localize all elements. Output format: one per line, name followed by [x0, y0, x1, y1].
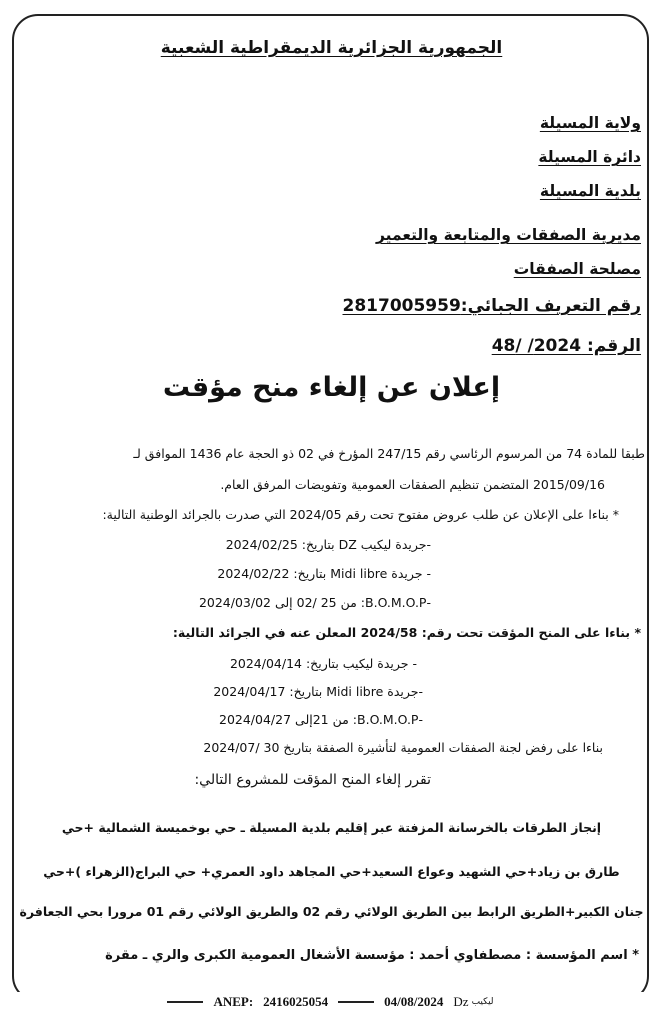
decision-line: تقرر إلغاء المنح المؤقت للمشروع التالي:	[194, 772, 431, 788]
notice-title: إعلان عن إلغاء منح مؤقت	[162, 372, 501, 403]
project-line-2: طارق بن زياد+حي الشهيد وعواع السعيد+حي المجاهد داود العمري+ حي البراج(الزهراء )+حي	[43, 864, 620, 879]
footer-bar	[12, 992, 649, 1012]
commune-label: بلدية المسيلة	[539, 182, 641, 200]
reference-number: الرقم: 2024/ /48	[491, 336, 641, 356]
service-label: مصلحة الصفقات	[513, 260, 641, 278]
footer-rule	[167, 1001, 203, 1003]
wilaya-label: ولاية المسيلة	[539, 114, 641, 132]
republic-header: الجمهورية الجزائرية الديمقراطية الشعبية	[160, 38, 503, 58]
source-name: ليكيب	[471, 997, 494, 1007]
legal-basis-line-1: طبقا للمادة 74 من المرسوم الرئاسي رقم 247/15 المؤرخ في 02 ذو الحجة عام 1436 الموافق لـ	[133, 446, 645, 461]
publication-item: - جريدة Midi libre بتاريخ: 2024/02/22	[217, 566, 431, 581]
project-line-1: إنجاز الطرقات بالخرسانة المزفتة عبر إقليم بلدية المسيلة ـ حي بوخميسة الشمالية +حي	[61, 820, 602, 835]
source-dz: Dz	[453, 994, 469, 1009]
rejection-line: بناءا على رفض لجنة الصفقات العمومية لتأشيرة الصفقة بتاريخ 30 /2024/07	[203, 740, 603, 755]
footer-rule	[338, 1001, 374, 1003]
anep-number: 2416025054	[263, 994, 329, 1009]
publication-item: -B.O.M.O.P: من 25 /02 إلى 2024/03/02	[198, 595, 431, 610]
publication-item: -B.O.M.O.P: من 21إلى 2024/04/27	[219, 712, 423, 727]
tax-id: رقم التعريف الجبائي:2817005959	[342, 296, 641, 316]
legal-basis-line-2: 2015/09/16 المتضمن تنظيم الصفقات العمومية وتفويضات المرفق العام.	[220, 477, 605, 492]
anep-label: ANEP:	[213, 994, 254, 1009]
company-name: * اسم المؤسسة : مصطفاوي أحمد : مؤسسة الأشغال العمومية الكبرى والري ـ مقرة	[105, 948, 639, 963]
tender-announcement: * بناءا على الإعلان عن طلب عروض مفتوح تحت رقم 2024/05 التي صدرت بالجرائد الوطنية التالية:	[102, 507, 619, 522]
publication-item: - جريدة ليكيب بتاريخ: 2024/04/14	[229, 656, 417, 671]
daira-label: دائرة المسيلة	[538, 148, 641, 166]
publication-item: -جريدة ليكيب DZ بتاريخ: 2024/02/25	[225, 537, 431, 552]
directorate-label: مديرية الصفقات والمتابعة والتعمير	[375, 226, 641, 244]
provisional-award: * بناءا على المنح المؤقت تحت رقم: 2024/58 المعلن عنه في الجرائد التالية:	[172, 625, 641, 640]
publication-item: -جريدة Midi libre بتاريخ: 2024/04/17	[213, 684, 423, 699]
publication-date: 04/08/2024	[384, 994, 444, 1009]
project-line-3: جنان الكبير+الطريق الرابط بين الطريق الولائي رقم 02 والطريق الولائي رقم 01 مرورا بحي الجعافرة	[19, 904, 644, 919]
